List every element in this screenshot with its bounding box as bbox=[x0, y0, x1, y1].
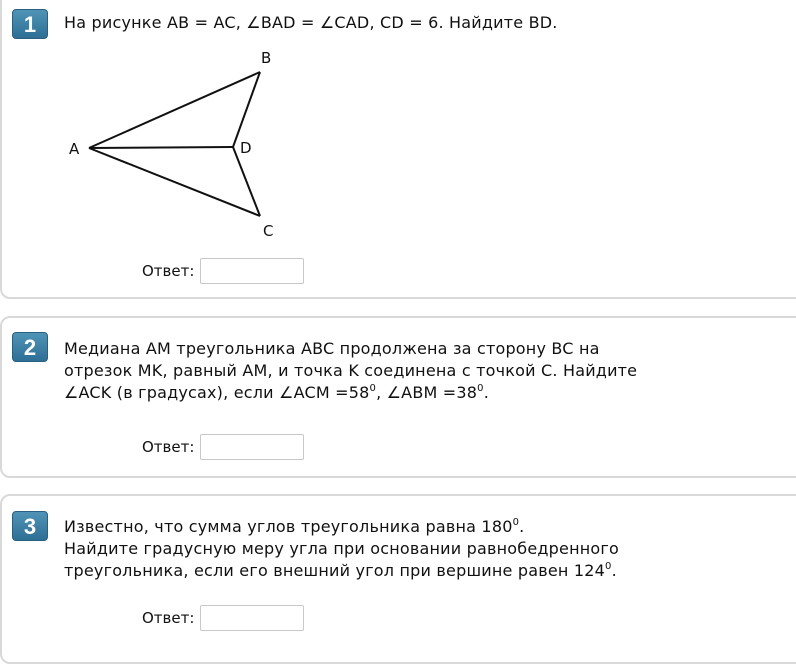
triangle-figure bbox=[57, 50, 297, 240]
task-card-1 bbox=[0, 0, 796, 299]
task-number-badge: 1 bbox=[12, 9, 48, 39]
task-text-line: Медиана AM треугольника ABC продолжена за сторону BC на bbox=[64, 339, 600, 358]
answer-row bbox=[142, 433, 304, 461]
answer-input[interactable] bbox=[200, 258, 304, 284]
task-text: На рисунке AB = AC, ∠BAD = ∠CAD, CD = 6. Найдите BD. bbox=[64, 13, 558, 32]
segment-ac bbox=[89, 148, 260, 216]
task-card-2 bbox=[0, 316, 796, 478]
task-text-line: треугольника, если его внешний угол при вершине равен $124^0$. bbox=[64, 561, 617, 580]
segment-cd bbox=[233, 147, 260, 216]
answer-label: Ответ: bbox=[142, 609, 195, 627]
point-label-c: C bbox=[263, 222, 274, 240]
point-label-a: A bbox=[69, 140, 80, 158]
task-number-badge: 3 bbox=[12, 511, 48, 541]
task-text-line: Найдите градусную меру угла при основании равнобедренного bbox=[64, 539, 619, 558]
task-text-line: ∠ACK (в градусах), если ∠ACM $=58^0$, ∠ABM $=38^0$. bbox=[64, 383, 490, 402]
task-text bbox=[64, 338, 637, 404]
task-text-line: Известно, что сумма углов треугольника равна $180^0$. bbox=[64, 517, 525, 536]
answer-row bbox=[142, 257, 304, 285]
answer-row bbox=[142, 604, 304, 632]
answer-label: Ответ: bbox=[142, 438, 195, 456]
task-number-badge: 2 bbox=[12, 332, 48, 362]
segment-ad bbox=[89, 147, 233, 148]
point-label-d: D bbox=[240, 139, 252, 157]
segment-ab bbox=[89, 72, 260, 148]
task-text-line: отрезок MK, равный AM, и точка K соединена с точкой C. Найдите bbox=[64, 361, 638, 380]
task-text bbox=[64, 516, 619, 582]
point-label-b: B bbox=[261, 50, 272, 67]
answer-label: Ответ: bbox=[142, 262, 195, 280]
answer-input[interactable] bbox=[200, 434, 304, 460]
answer-input[interactable] bbox=[200, 605, 304, 631]
task-card-3 bbox=[0, 494, 796, 664]
